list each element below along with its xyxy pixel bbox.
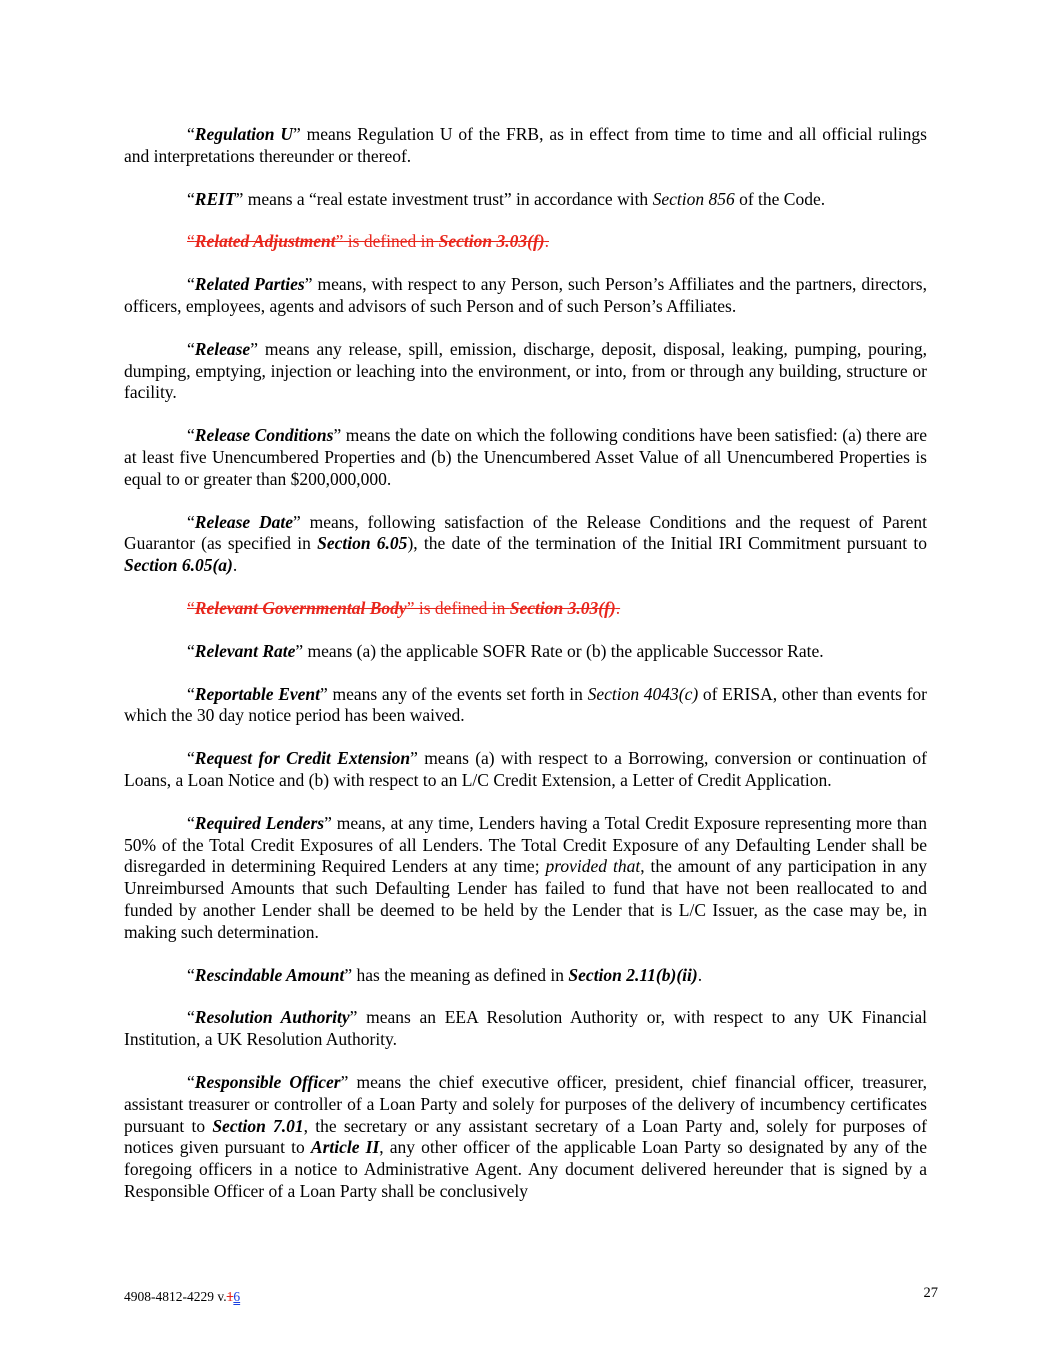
- definition-text: .: [697, 964, 703, 985]
- definition-text: means, at any time, Lenders having a Total Credit Exposure representing more than 50% of the Total Credit Exposures of all Lenders. The Total Credit Exposure of any Defaulting Lender shall be disregarded in determining Required Lenders at any time;: [124, 812, 927, 877]
- definition-text: means (a) the applicable SOFR Rate or (b) the applicable Successor Rate.: [303, 640, 824, 661]
- quote-close: ”: [250, 338, 258, 359]
- page-number: 27: [923, 1285, 938, 1301]
- quote-open: “: [187, 640, 195, 661]
- definition-text: is defined in: [343, 231, 439, 252]
- defined-term: Required Lenders: [194, 812, 325, 833]
- quote-open: “: [187, 748, 195, 769]
- definition-text: means, with respect to any Person, such Person’s Affiliates and the partners, directors, officers, employees, agents and advisors of such Person and of such Person’s Affiliates.: [124, 274, 927, 316]
- definition-text: means the date on which the following conditions have been satisfied: (a) there are at least five Unencumbered Properties and (b) the Unencumbered Asset Value of all Unencumbered Properties is equal to or greater than $200,000,000.: [124, 425, 928, 489]
- defined-term: Relevant Rate: [194, 640, 296, 661]
- section-reference: Section 7.01: [212, 1115, 304, 1136]
- quote-close: ”: [293, 511, 301, 532]
- definition-release: [124, 339, 927, 404]
- definition-text: means, following satisfaction of the Release Conditions and the request of Parent Guarantor (as specified in: [124, 511, 927, 554]
- definition-text: , the amount of any participation in any Unreimbursed Amounts that such Defaulting Lender has failed to fund that have not been reallocated to and funded by another Lender shall be deemed to be held by the Lender that is L/C Issuer, as the case may be, in making such determination.: [124, 856, 927, 942]
- quote-open: “: [187, 1071, 195, 1092]
- quote-close: ”: [406, 597, 415, 618]
- quote-open: “: [187, 1007, 195, 1028]
- section-reference: Section 2.11(b)(ii): [568, 964, 698, 985]
- definition-text: means a “real estate investment trust” in accordance with: [243, 188, 653, 209]
- defined-term: Related Adjustment: [194, 231, 336, 252]
- definition-text: , any other officer of the applicable Loan Party so designated by any of the foregoing officers in a notice to Administrative Agent. Any document delivered hereunder that is signed by a Responsible Officer of a Loan Party shall be conclusively: [124, 1137, 928, 1201]
- definition-relevant-governmental-body-deleted: [124, 598, 927, 620]
- quote-open: “: [187, 338, 195, 359]
- defined-term: REIT: [194, 188, 236, 209]
- definition-text: has the meaning as defined in: [352, 964, 569, 985]
- document-body: [124, 124, 927, 1224]
- quote-close: ”: [344, 964, 353, 985]
- quote-open: “: [187, 231, 195, 252]
- quote-close: ”: [295, 640, 304, 661]
- quote-open: “: [187, 124, 195, 144]
- definition-text: is defined in: [414, 597, 510, 618]
- section-reference: Section 3.03(f): [438, 231, 545, 252]
- quote-close: ”: [293, 124, 301, 144]
- document-id: 4908-4812-4229 v.: [124, 1289, 227, 1304]
- quote-close: ”: [349, 1007, 358, 1028]
- quote-open: “: [187, 683, 195, 704]
- quote-open: “: [187, 188, 195, 209]
- quote-close: ”: [410, 748, 418, 769]
- defined-term: Resolution Authority: [194, 1007, 350, 1028]
- definition-request-for-credit-extension: [124, 748, 927, 792]
- definition-text: of ERISA, other than events for which the 30 day notice period has been waived.: [124, 683, 927, 726]
- definition-reit: [124, 189, 927, 211]
- defined-term: Regulation U: [194, 124, 294, 144]
- definition-text: means an EEA Resolution Authority or, with respect to any UK Financial Institution, a UK Resolution Authority.: [124, 1007, 927, 1050]
- quote-open: “: [187, 511, 195, 532]
- quote-open: “: [187, 812, 195, 833]
- definition-relevant-rate: [124, 641, 927, 663]
- section-reference: Article II: [310, 1137, 380, 1158]
- quote-open: “: [187, 964, 195, 985]
- proviso: provided that: [545, 856, 641, 877]
- definition-related-parties: [124, 274, 927, 318]
- quote-close: ”: [333, 425, 342, 446]
- section-reference: Section 6.05(a): [124, 555, 233, 576]
- document-id-footer: [124, 1289, 240, 1305]
- definition-regulation-u: [124, 124, 927, 168]
- definition-release-conditions: [124, 425, 927, 490]
- section-reference: Section 3.03(f): [509, 597, 616, 618]
- quote-open: “: [187, 274, 195, 295]
- definition-responsible-officer: [124, 1072, 927, 1203]
- definition-related-adjustment-deleted: [124, 231, 927, 253]
- defined-term: Request for Credit Extension: [194, 748, 411, 769]
- definition-text: means Regulation U of the FRB, as in effect from time to time and all official rulings and interpretations thereunder or thereof.: [124, 124, 927, 166]
- defined-term: Rescindable Amount: [194, 964, 345, 985]
- version-inserted: 6: [233, 1289, 241, 1304]
- defined-term: Relevant Governmental Body: [194, 597, 407, 618]
- definition-resolution-authority: [124, 1007, 927, 1051]
- definition-required-lenders: [124, 813, 927, 944]
- definition-release-date: [124, 512, 927, 577]
- definition-text: means any release, spill, emission, discharge, deposit, disposal, leaking, pumping, pouring, dumping, emptying, injection or leaching into the environment, or into, from or through any building, structure or facility.: [124, 338, 927, 403]
- section-reference: Section 4043(c): [587, 683, 699, 704]
- defined-term: Release: [194, 338, 251, 359]
- defined-term: Release Date: [194, 511, 294, 532]
- version-deleted: 1: [226, 1289, 234, 1304]
- defined-term: Reportable Event: [194, 683, 321, 704]
- quote-close: ”: [304, 274, 313, 295]
- defined-term: Release Conditions: [194, 425, 334, 446]
- definition-text: .: [544, 231, 549, 252]
- quote-close: ”: [340, 1071, 349, 1092]
- quote-open: “: [187, 425, 195, 446]
- defined-term: Responsible Officer: [194, 1071, 341, 1092]
- section-reference: Section 856: [652, 188, 735, 209]
- definition-text: of the Code.: [734, 188, 826, 209]
- quote-close: ”: [324, 812, 332, 833]
- quote-close: ”: [335, 231, 344, 252]
- quote-close: ”: [235, 188, 244, 209]
- definition-text: means (a) with respect to a Borrowing, conversion or continuation of Loans, a Loan Notice and (b) with respect to an L/C Credit Extension, a Letter of Credit Application.: [124, 748, 927, 790]
- definition-text: means any of the events set forth in: [327, 683, 588, 704]
- definition-text: , the secretary or any assistant secretary of a Loan Party and, solely for purposes of notices given pursuant to: [124, 1115, 927, 1158]
- defined-term: Related Parties: [194, 274, 305, 295]
- definition-text: ), the date of the termination of the Initial IRI Commitment pursuant to: [407, 533, 927, 554]
- definition-text: .: [615, 597, 621, 618]
- definition-rescindable-amount: [124, 965, 927, 987]
- definition-text: .: [232, 555, 238, 576]
- definition-text: means the chief executive officer, president, chief financial officer, treasurer, assistant treasurer or controller of a Loan Party and solely for purposes of the delivery of incumbency certificates pursuant to: [124, 1071, 927, 1136]
- definition-reportable-event: [124, 684, 927, 728]
- section-reference: Section 6.05: [317, 533, 408, 554]
- quote-close: ”: [320, 683, 328, 704]
- quote-open: “: [187, 597, 195, 618]
